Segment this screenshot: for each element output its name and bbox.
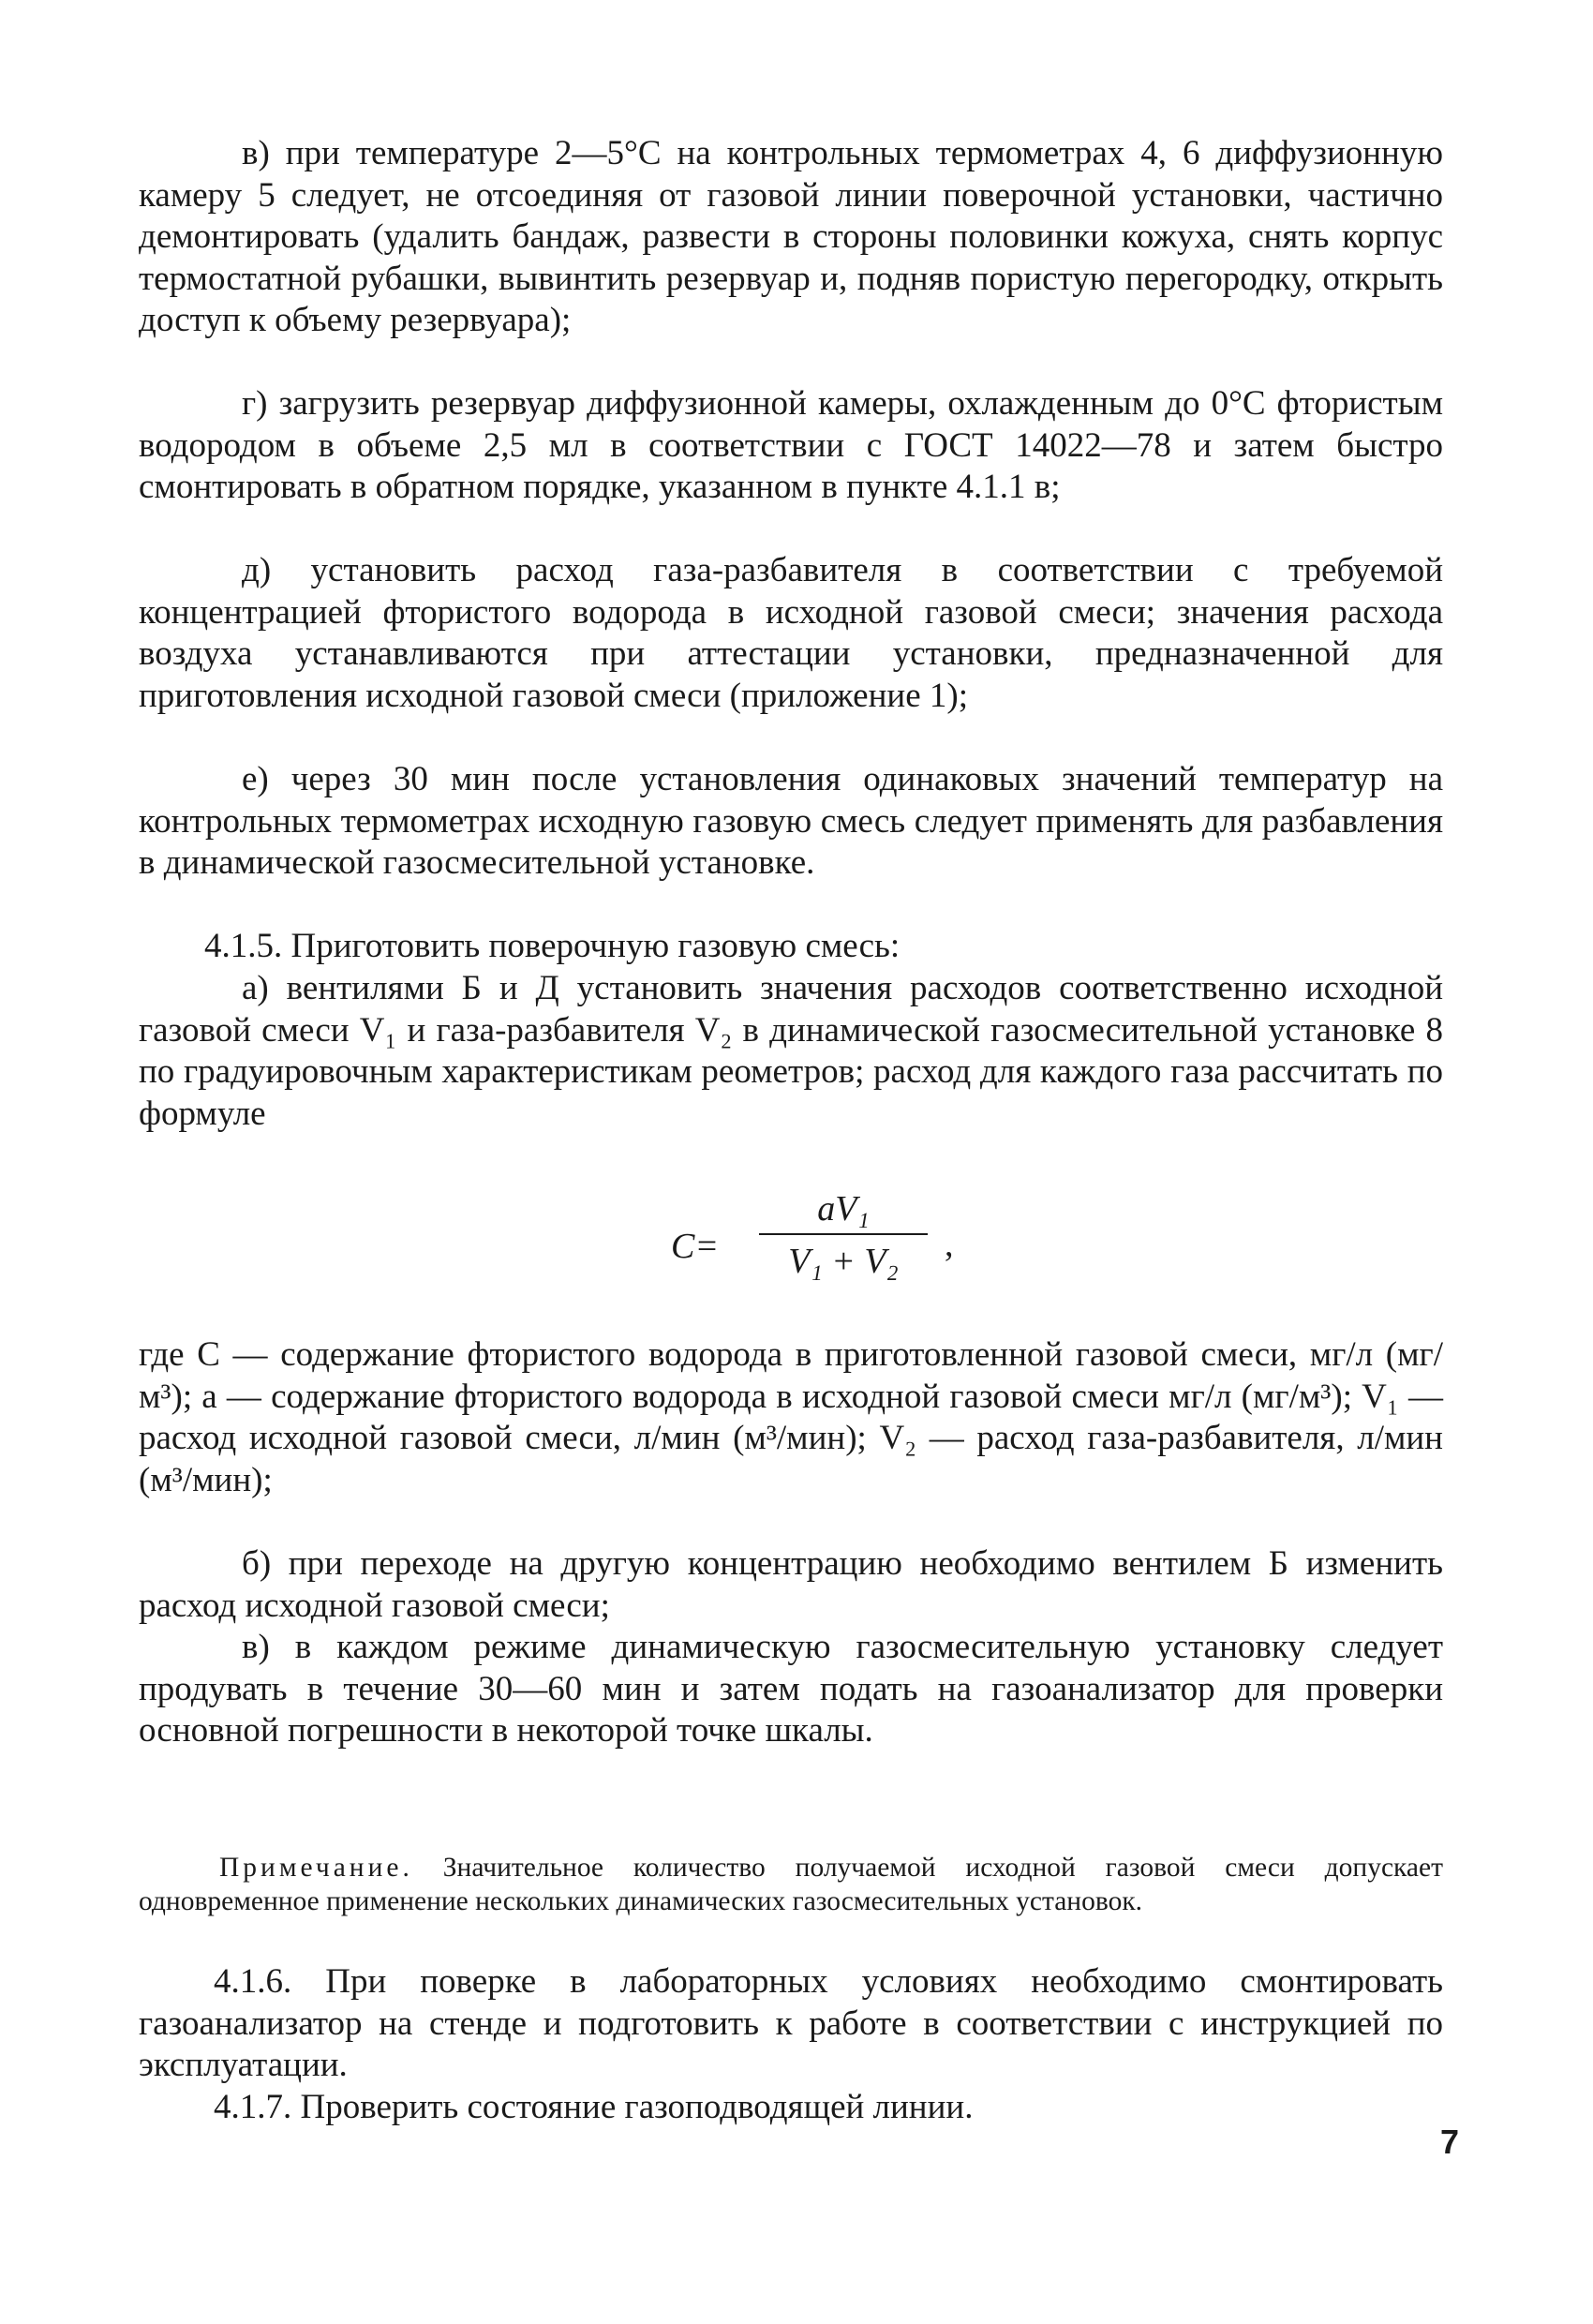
paragraph-g-load-reservoir: г) загрузить резервуар диффузионной камеры, охлажденным до 0°С фтористым водородом в объеме 2,5 мл в соответствии с ГОСТ 14022—78 и затем быстро смонтировать в обратном порядке, указанном в пункте 4.1.1 в; xyxy=(139,384,1443,506)
paragraph-e-after-30-min: е) через 30 мин после установления одинаковых значений температур на контрольных термометрах исходную газовую смесь следует применять для разбавления в динамической газосмесительной установке. xyxy=(139,760,1443,882)
paragraph-where-definitions: где С — содержание фтористого водорода в приготовленной газовой смеси, мг/л (мг/м³); а — содержание фтористого водорода в исходной газовой смеси мг/л (мг/м³); V₁ — расход исходной газовой смеси, л/мин (м³/мин); V₂ — расход газа-разбавителя, л/мин (м³/мин); xyxy=(139,1335,1443,1499)
concentration-formula xyxy=(663,1169,1132,1291)
section-4-1-6: 4.1.6. При поверке в лабораторных условиях необходимо смонтировать газоанализатор на стенде и подготовить к работе в соответствии с инструкцией по эксплуатации. xyxy=(139,1962,1443,2084)
note-text: Значительное количество получаемой исходной газовой смеси допускает одновременное применение нескольких динамических газосмесительных установок. xyxy=(139,1852,1444,1916)
paragraph-v-temperature: в) при температуре 2—5°С на контрольных термометрах 4, 6 диффузионную камеру 5 следует, не отсоединяя от газовой линии поверочной установки, частично демонтировать (удалить бандаж, развести в стороны половинки кожуха, снять корпус термостатной рубашки, вывинтить резервуар и, подняв пористую перегородку, открыть доступ к объему резервуара); xyxy=(139,134,1443,339)
paragraph-b-other-concentration: б) при переходе на другую концентрацию необходимо вентилем Б изменить расход исходной газовой смеси; xyxy=(139,1544,1443,1625)
formula-denominator: V₁ + V₂ xyxy=(788,1242,899,1281)
paragraph-d-diluent-flow: д) установить расход газа-разбавителя в соответствии с требуемой концентрацией фтористого водорода в исходной газовой смеси; значения расхода воздуха устанавливаются при аттестации установки, предназначенной для приготовления исходной газовой смеси (приложение 1); xyxy=(139,551,1443,715)
section-4-1-7: 4.1.7. Проверить состояние газоподводящей линии. xyxy=(214,2088,974,2126)
paragraph-a-valves: а) вентилями Б и Д установить значения расходов соответственно исходной газовой смеси V₁ и газа-разбавителя V₂ в динамической газосмесительной установке 8 по градуировочным характеристикам реометров; расход для каждого газа рассчитать по формуле xyxy=(139,969,1443,1133)
formula-numerator: aV₁ xyxy=(817,1189,870,1229)
note-lead: Примечание. xyxy=(219,1852,413,1883)
formula-lhs: C= xyxy=(671,1227,719,1266)
paragraph-v-each-mode: в) в каждом режиме динамическую газосмесительную установку следует продувать в течение 30—60 мин и затем подать на газоанализатор для проверки основной погрешности в некоторой точке шкалы. xyxy=(139,1628,1443,1750)
document-page xyxy=(139,0,1460,2324)
formula-fraction xyxy=(759,1188,928,1282)
section-4-1-5-heading: 4.1.5. Приготовить поверочную газовую смесь: xyxy=(204,927,901,965)
page-number: 7 xyxy=(1440,2123,1460,2161)
note-block xyxy=(139,1851,1443,1918)
fraction-bar xyxy=(759,1233,928,1235)
formula-comma: , xyxy=(945,1225,954,1264)
